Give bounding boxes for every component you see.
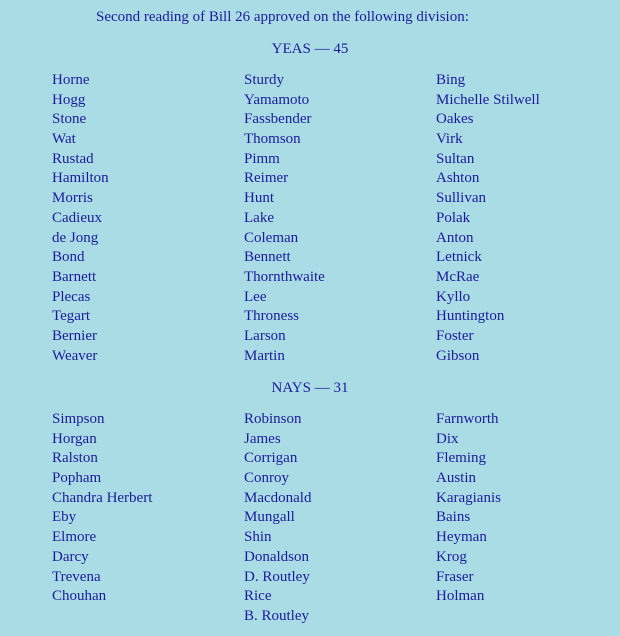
nay-member-name: Corrigan	[244, 450, 298, 467]
yea-member-name: Kyllo	[436, 288, 471, 305]
nay-member-name: Darcy	[52, 548, 89, 565]
yeas-column-1	[52, 71, 244, 366]
yea-member-name: Sturdy	[244, 72, 285, 88]
division-heading: Second reading of Bill 26 approved on the following division:	[96, 9, 469, 25]
yeas-title: YEAS — 45	[271, 41, 349, 57]
nay-member-name: B. Routley	[244, 607, 310, 624]
nay-member-name: Robinson	[244, 411, 302, 427]
yea-member-name: Tegart	[52, 308, 91, 325]
nay-member-name: Bains	[436, 509, 471, 526]
yea-member-name: Huntington	[436, 308, 505, 325]
nay-member-name: Mungall	[244, 509, 295, 526]
nays-name-list	[52, 410, 620, 627]
nay-member-name: Fraser	[436, 568, 474, 585]
yea-member-name: Gibson	[436, 347, 480, 364]
yea-member-name: Foster	[436, 327, 474, 344]
yea-member-name: Sullivan	[436, 190, 487, 207]
yeas-name-list	[52, 71, 620, 366]
yea-member-name: Throness	[244, 308, 299, 325]
yea-member-name: Stone	[52, 111, 87, 128]
yea-member-name: Bing	[436, 72, 466, 88]
yea-member-name: Larson	[244, 327, 286, 344]
nay-member-name: Karagianis	[436, 489, 501, 506]
yea-member-name: Plecas	[52, 288, 91, 305]
yea-member-name: Letnick	[436, 249, 482, 266]
nay-member-name: Trevena	[52, 568, 101, 585]
yea-member-name: McRae	[436, 268, 480, 285]
yea-member-name: Michelle Stilwell	[436, 91, 540, 108]
yeas-column-2	[244, 71, 436, 366]
yea-member-name: Reimer	[244, 170, 289, 187]
nay-member-name: Heyman	[436, 529, 487, 546]
yea-member-name: Weaver	[52, 347, 98, 364]
nay-member-name: Chouhan	[52, 588, 107, 605]
nays-column-1	[52, 410, 244, 627]
yea-member-name: Thomson	[244, 131, 301, 148]
nay-member-name: Holman	[436, 588, 485, 605]
nays-title: NAYS — 31	[271, 380, 349, 396]
nay-member-name: Rice	[244, 588, 272, 605]
yea-member-name: Bond	[52, 249, 85, 266]
yea-member-name: Cadieux	[52, 209, 102, 226]
nay-member-name: Shin	[244, 529, 272, 546]
nay-member-name: Chandra Herbert	[52, 489, 153, 506]
yea-member-name: Hamilton	[52, 170, 109, 187]
nay-member-name: D. Routley	[244, 568, 310, 585]
yea-member-name: Wat	[52, 131, 76, 148]
nay-member-name: Donaldson	[244, 548, 309, 565]
nay-member-name: Ralston	[52, 450, 98, 467]
nay-member-name: Farnworth	[436, 411, 499, 427]
nay-member-name: Dix	[436, 430, 459, 447]
nay-member-name: Simpson	[52, 411, 105, 427]
yea-member-name: Pimm	[244, 150, 280, 167]
nay-member-name: Horgan	[52, 430, 97, 447]
yea-member-name: Barnett	[52, 268, 97, 285]
yea-member-name: Coleman	[244, 229, 299, 246]
yeas-column-3	[436, 71, 620, 366]
nay-member-name: Macdonald	[244, 489, 312, 506]
yea-member-name: Bernier	[52, 327, 97, 344]
yea-member-name: Hogg	[52, 91, 86, 108]
yea-member-name: de Jong	[52, 229, 99, 246]
yea-member-name: Fassbender	[244, 111, 312, 128]
yea-member-name: Lake	[244, 209, 274, 226]
yea-member-name: Bennett	[244, 249, 291, 266]
nay-member-name: Krog	[436, 548, 467, 565]
nay-member-name: Conroy	[244, 470, 289, 487]
yea-member-name: Hunt	[244, 190, 274, 207]
yea-member-name: Ashton	[436, 170, 480, 187]
nay-member-name: James	[244, 430, 281, 447]
nays-column-2	[244, 410, 436, 627]
yea-member-name: Anton	[436, 229, 474, 246]
yea-member-name: Virk	[436, 131, 463, 148]
yea-member-name: Rustad	[52, 150, 94, 167]
nay-member-name: Fleming	[436, 450, 487, 467]
yea-member-name: Morris	[52, 190, 93, 207]
nay-member-name: Elmore	[52, 529, 97, 546]
nays-column-3	[436, 410, 620, 627]
yea-member-name: Martin	[244, 347, 285, 364]
yea-member-name: Yamamoto	[244, 91, 310, 108]
nay-member-name: Eby	[52, 509, 77, 526]
yea-member-name: Thornthwaite	[244, 268, 325, 285]
nay-member-name: Popham	[52, 470, 102, 487]
yea-member-name: Sultan	[436, 150, 475, 167]
yea-member-name: Horne	[52, 72, 90, 88]
yea-member-name: Oakes	[436, 111, 474, 128]
yea-member-name: Lee	[244, 288, 267, 305]
nay-member-name: Austin	[436, 470, 477, 487]
yea-member-name: Polak	[436, 209, 471, 226]
